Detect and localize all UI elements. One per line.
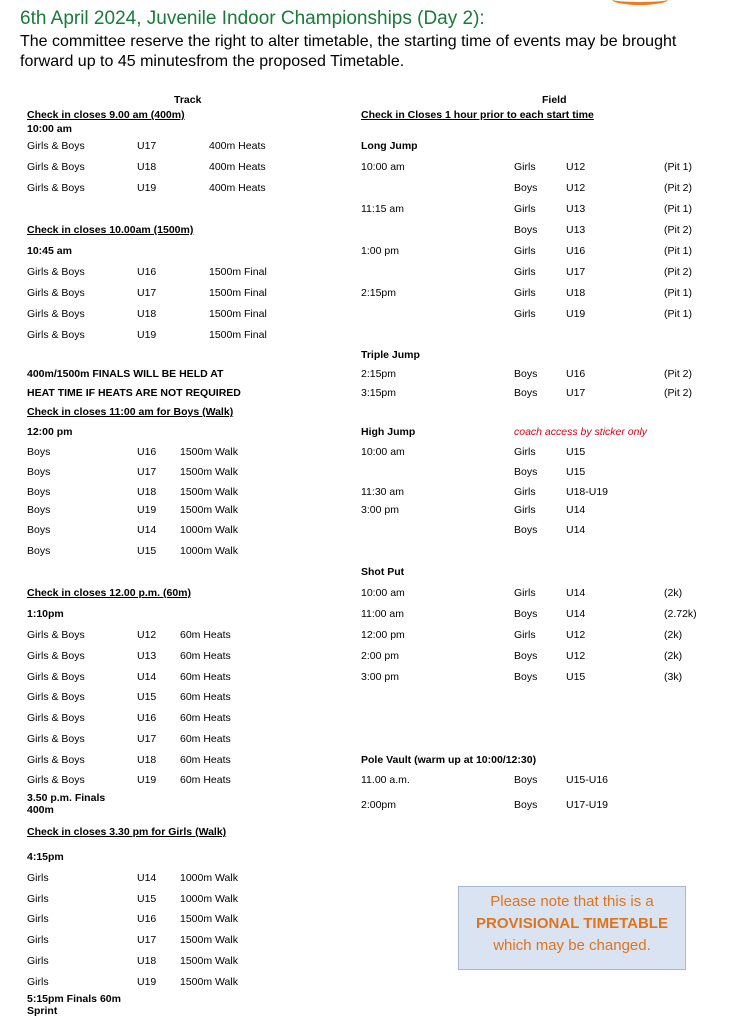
table-row-cell: Girls & Boys xyxy=(27,182,85,194)
table-row-cell: U12 xyxy=(566,650,586,662)
table-row-cell: U15-U16 xyxy=(566,774,609,786)
table-row-cell: 60m Heats xyxy=(180,733,231,745)
table-row-cell: Boys xyxy=(514,608,538,620)
table-row-cell: 11.00 a.m. xyxy=(361,774,410,786)
track-time-1200: 12:00 pm xyxy=(27,426,73,438)
table-row-cell: (2k) xyxy=(664,650,683,662)
table-row-cell: Boys xyxy=(27,545,51,557)
table-row-cell: 1500m Walk xyxy=(180,976,238,988)
long-jump-title: Long Jump xyxy=(361,140,418,152)
table-row-cell: U12 xyxy=(566,629,586,641)
table-row-cell: U17-U19 xyxy=(566,799,609,811)
table-row-cell: 11:15 am xyxy=(361,203,404,215)
table-row-cell: (Pit 1) xyxy=(664,308,693,320)
table-row-cell: 1500m Final xyxy=(209,266,267,278)
coach-access-note: coach access by sticker only xyxy=(514,426,648,438)
table-row-cell: (2k) xyxy=(664,587,683,599)
table-row-cell: U18 xyxy=(137,308,157,320)
table-row-cell: Girls & Boys xyxy=(27,754,85,766)
table-row-cell: 12:00 pm xyxy=(361,629,405,641)
table-row-cell: Girls & Boys xyxy=(27,329,85,341)
table-row-cell: Girls & Boys xyxy=(27,140,85,152)
table-row-cell: Girls xyxy=(27,934,49,946)
provisional-notice xyxy=(458,886,686,970)
table-row-cell: Girls & Boys xyxy=(27,266,85,278)
table-row-cell: (Pit 1) xyxy=(664,161,693,173)
table-row-cell: Girls & Boys xyxy=(27,712,85,724)
table-row-cell: 1500m Walk xyxy=(180,955,238,967)
track-heading: Track xyxy=(174,94,202,106)
table-row-cell: U14 xyxy=(566,608,586,620)
table-row-cell: U13 xyxy=(137,650,157,662)
table-row-cell: Boys xyxy=(514,387,538,399)
table-row-cell: Girls xyxy=(27,872,49,884)
notice-line3: which may be changed. xyxy=(493,937,651,954)
table-row-cell: 60m Heats xyxy=(180,629,231,641)
table-row-cell: (Pit 1) xyxy=(664,203,693,215)
table-row-cell: Boys xyxy=(27,524,51,536)
table-row-cell: (3k) xyxy=(664,671,683,683)
table-row-cell: 60m Heats xyxy=(180,774,231,786)
table-row-cell: Boys xyxy=(514,799,538,811)
table-row-cell: U19 xyxy=(566,308,586,320)
page-title: 6th April 2024, Juvenile Indoor Championships (Day 2): xyxy=(20,8,485,29)
table-row-cell: U16 xyxy=(566,245,586,257)
table-row-cell: Boys xyxy=(514,650,538,662)
table-row-cell: 2:00 pm xyxy=(361,650,399,662)
field-check: Check in Closes 1 hour prior to each start time xyxy=(361,109,594,121)
table-row-cell: (Pit 1) xyxy=(664,287,693,299)
table-row-cell: U14 xyxy=(566,504,586,516)
table-row-cell: 1500m Walk xyxy=(180,446,238,458)
table-row-cell: 60m Heats xyxy=(180,754,231,766)
table-row-cell: U12 xyxy=(566,182,586,194)
table-row-cell: 3:15pm xyxy=(361,387,397,399)
notice-line1: Please note that this is a xyxy=(490,893,654,910)
table-row-cell: 1000m Walk xyxy=(180,545,238,557)
notice-line2: PROVISIONAL TIMETABLE xyxy=(476,915,668,932)
table-row-cell: U18 xyxy=(137,754,157,766)
table-row-cell: Girls xyxy=(514,629,536,641)
table-row-cell: U15 xyxy=(566,446,586,458)
pole-vault-title: Pole Vault (warm up at 10:00/12:30) xyxy=(361,754,537,766)
table-row-cell: Girls xyxy=(514,266,536,278)
table-row-cell: U19 xyxy=(137,976,157,988)
table-row-cell: Boys xyxy=(27,466,51,478)
table-row-cell: U18-U19 xyxy=(566,486,609,498)
table-row-cell: Boys xyxy=(27,504,51,516)
table-row-cell: U15 xyxy=(137,893,157,905)
table-row-cell: U12 xyxy=(137,629,157,641)
table-row-cell: U17 xyxy=(566,387,586,399)
table-row-cell: U14 xyxy=(566,524,586,536)
table-row-cell: U19 xyxy=(137,504,157,516)
table-row-cell: U19 xyxy=(137,182,157,194)
table-row-cell: Boys xyxy=(27,486,51,498)
table-row-cell: 1500m Walk xyxy=(180,913,238,925)
table-row-cell: Boys xyxy=(514,524,538,536)
table-row-cell: (Pit 2) xyxy=(664,387,693,399)
table-row-cell: 400m Heats xyxy=(209,161,266,173)
track-check-girls-walk: Check in closes 3.30 pm for Girls (Walk) xyxy=(27,826,227,838)
table-row-cell: Girls & Boys xyxy=(27,287,85,299)
table-row-cell: (Pit 2) xyxy=(664,182,693,194)
table-row-cell: Girls & Boys xyxy=(27,308,85,320)
table-row-cell: Girls xyxy=(27,976,49,988)
track-time-415: 4:15pm xyxy=(27,851,64,863)
table-row-cell: U17 xyxy=(137,934,157,946)
track-time-1045: 10:45 am xyxy=(27,245,72,257)
table-row-cell: Girls & Boys xyxy=(27,629,85,641)
table-row-cell: 11:00 am xyxy=(361,608,404,620)
table-row-cell: U14 xyxy=(137,872,157,884)
table-row-cell: Boys xyxy=(514,466,538,478)
table-row-cell: (Pit 1) xyxy=(664,245,693,257)
table-row-cell: 3:00 pm xyxy=(361,504,399,516)
finals-60m-sprint: 5:15pm Finals 60m Sprint xyxy=(27,993,121,1017)
table-row-cell: U18 xyxy=(566,287,586,299)
table-row-cell: U17 xyxy=(137,287,157,299)
table-row-cell: Girls xyxy=(27,955,49,967)
orange-logo-arc xyxy=(612,0,668,5)
table-row-cell: U14 xyxy=(566,587,586,599)
table-row-cell: U18 xyxy=(137,161,157,173)
table-row-cell: U16 xyxy=(566,368,586,380)
triple-jump-title: Triple Jump xyxy=(361,349,420,361)
table-row-cell: 1500m Walk xyxy=(180,466,238,478)
track-check-boys-walk: Check in closes 11:00 am for Boys (Walk) xyxy=(27,406,234,418)
track-check-1500m: Check in closes 10.00am (1500m) xyxy=(27,224,194,236)
table-row-cell: U19 xyxy=(137,774,157,786)
track-check-60m: Check in closes 12.00 p.m. (60m) xyxy=(27,587,191,599)
table-row-cell: Girls & Boys xyxy=(27,650,85,662)
table-row-cell: 3:00 pm xyxy=(361,671,399,683)
high-jump-title: High Jump xyxy=(361,426,416,438)
table-row-cell: Boys xyxy=(514,671,538,683)
table-row-cell: U19 xyxy=(137,329,157,341)
table-row-cell: 10:00 am xyxy=(361,587,405,599)
table-row-cell: Girls & Boys xyxy=(27,161,85,173)
table-row-cell: Girls xyxy=(514,308,536,320)
table-row-cell: Girls xyxy=(514,486,536,498)
table-row-cell: 1500m Walk xyxy=(180,934,238,946)
table-row-cell: 400m Heats xyxy=(209,140,266,152)
table-row-cell: Girls xyxy=(27,893,49,905)
finals-note-line2: HEAT TIME IF HEATS ARE NOT REQUIRED xyxy=(27,387,241,399)
table-row-cell: 1500m Walk xyxy=(180,504,238,516)
table-row-cell: U17 xyxy=(137,466,157,478)
table-row-cell: U13 xyxy=(566,224,586,236)
table-row-cell: Girls xyxy=(514,587,536,599)
table-row-cell: 11:30 am xyxy=(361,486,404,498)
table-row-cell: 400m Heats xyxy=(209,182,266,194)
table-row-cell: 60m Heats xyxy=(180,691,231,703)
table-row-cell: 1000m Walk xyxy=(180,524,238,536)
table-row-cell: Boys xyxy=(27,446,51,458)
table-row-cell: Girls & Boys xyxy=(27,733,85,745)
table-row-cell: Girls & Boys xyxy=(27,774,85,786)
table-row-cell: Girls xyxy=(514,161,536,173)
table-row-cell: U16 xyxy=(137,913,157,925)
shot-put-title: Shot Put xyxy=(361,566,405,578)
table-row-cell: (Pit 2) xyxy=(664,224,693,236)
table-row-cell: Girls xyxy=(27,913,49,925)
table-row-cell: Boys xyxy=(514,182,538,194)
table-row-cell: Girls & Boys xyxy=(27,671,85,683)
table-row-cell: 10:00 am xyxy=(361,161,405,173)
table-row-cell: Boys xyxy=(514,368,538,380)
intro-text: The committee reserve the right to alter timetable, the starting time of events may be brought forward up to 45 minutesfrom the proposed Timetable. xyxy=(20,33,677,70)
table-row-cell: (2k) xyxy=(664,629,683,641)
table-row-cell: U16 xyxy=(137,446,157,458)
table-row-cell: Girls xyxy=(514,504,536,516)
table-row-cell: Boys xyxy=(514,774,538,786)
table-row-cell: Girls xyxy=(514,446,536,458)
table-row-cell: U15 xyxy=(566,466,586,478)
table-row-cell: 1500m Walk xyxy=(180,486,238,498)
table-row-cell: (Pit 2) xyxy=(664,266,693,278)
table-row-cell: U14 xyxy=(137,671,157,683)
table-row-cell: Girls xyxy=(514,245,536,257)
table-row-cell: 1:00 pm xyxy=(361,245,399,257)
finals-note-line1: 400m/1500m FINALS WILL BE HELD AT xyxy=(27,368,224,380)
table-row-cell: U16 xyxy=(137,266,157,278)
table-row-cell: U12 xyxy=(566,161,586,173)
table-row-cell: U13 xyxy=(566,203,586,215)
table-row-cell: 2:15pm xyxy=(361,368,397,380)
table-row-cell: U15 xyxy=(566,671,586,683)
table-row-cell: U17 xyxy=(137,140,157,152)
table-row-cell: (Pit 2) xyxy=(664,368,693,380)
table-row-cell: U15 xyxy=(137,691,157,703)
track-check-400m: Check in closes 9.00 am (400m) xyxy=(27,109,185,121)
finals-400m: 3.50 p.m. Finals 400m xyxy=(27,792,106,816)
table-row-cell: 60m Heats xyxy=(180,650,231,662)
table-row-cell: 2:15pm xyxy=(361,287,397,299)
table-row-cell: U16 xyxy=(137,712,157,724)
table-row-cell: (2.72k) xyxy=(664,608,697,620)
field-heading: Field xyxy=(542,94,567,106)
table-row-cell: 1000m Walk xyxy=(180,893,238,905)
track-time-110: 1:10pm xyxy=(27,608,64,620)
table-row-cell: Girls xyxy=(514,203,536,215)
table-row-cell: U14 xyxy=(137,524,157,536)
table-row-cell: 60m Heats xyxy=(180,671,231,683)
table-row-cell: 1500m Final xyxy=(209,329,267,341)
table-row-cell: 1000m Walk xyxy=(180,872,238,884)
table-row-cell: 1500m Final xyxy=(209,287,267,299)
table-row-cell: 1500m Final xyxy=(209,308,267,320)
track-time-1000: 10:00 am xyxy=(27,123,72,135)
table-row-cell: U18 xyxy=(137,486,157,498)
table-row-cell: 60m Heats xyxy=(180,712,231,724)
table-row-cell: 2:00pm xyxy=(361,799,397,811)
table-row-cell: Boys xyxy=(514,224,538,236)
table-row-cell: Girls & Boys xyxy=(27,691,85,703)
table-row-cell: U17 xyxy=(566,266,586,278)
table-row-cell: Girls xyxy=(514,287,536,299)
table-row-cell: U18 xyxy=(137,955,157,967)
table-row-cell: U17 xyxy=(137,733,157,745)
table-row-cell: 10:00 am xyxy=(361,446,405,458)
table-row-cell: U15 xyxy=(137,545,157,557)
